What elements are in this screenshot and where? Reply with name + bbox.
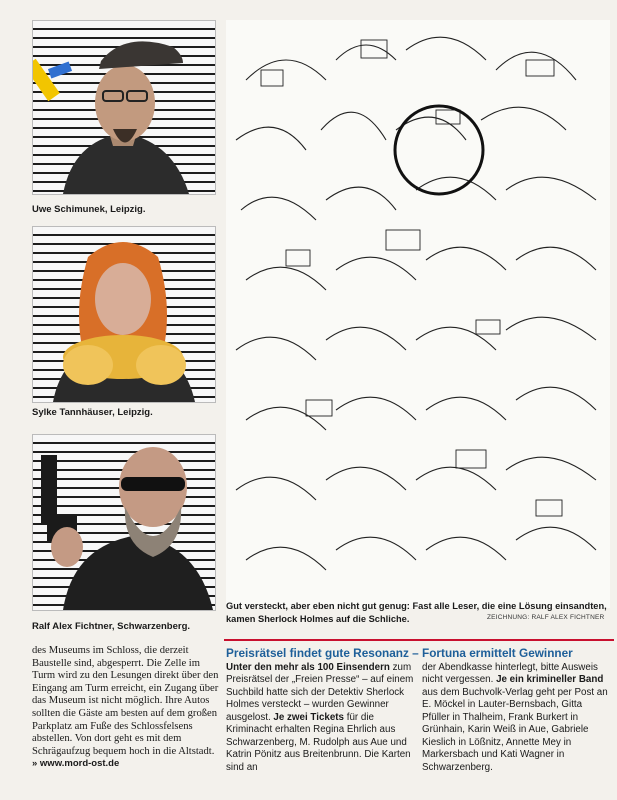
portrait-photo-ralf <box>32 434 216 611</box>
portrait-caption-uwe: Uwe Schimunek, Leipzig. <box>32 204 146 215</box>
portrait-photo-sylke <box>32 226 216 403</box>
corn-prop-icon <box>63 335 186 385</box>
article-headline: Preisrätsel findet gute Resonanz – Fortuna ermittelt Gewinner <box>226 646 573 660</box>
article-column-1-text: Unter den mehr als 100 Einsendern zum Preisrätsel der „Freien Presse“ – auf einem Suchbild hatte sich der Detektiv Sherlock Holmes versteckt – wurden Gewinner ausgelost. Je zwei Tickets für die Kriminacht erhalten Regina Ehrlich aus Schwarzenberg, M. Rudolph aus Aue und Katrin Pönitz aus Breitenbrunn. Die Karten sind an <box>226 662 414 773</box>
left-column-article-text <box>32 645 222 771</box>
drawing-caption: Gut versteckt, aber eben nicht gut genug: Fast alle Leser, die eine Lösung einsandten, kamen Sherlock Holmes auf die Schliche. <box>226 601 607 624</box>
article-column-1 <box>226 662 416 774</box>
portrait-caption-sylke: Sylke Tannhäuser, Leipzig. <box>32 407 153 418</box>
portrait-photo-uwe <box>32 20 216 195</box>
article-column-2-text: der Abendkasse hinterlegt, bitte Ausweis nicht vergessen. Je ein krimineller Band aus dem Buchvolk-Verlag geht per Post an E. Möckel in Lauter-Bernsbach, Gitta Pfüller in Thalheim, Frank Burkert in Grünhain, Karin Weiß in Aue, Gabriele Kieslich in Lößnitz, Annette Mey in Markersbach und Kati Wagner in Schwarzenberg. <box>422 662 608 773</box>
clothespin-icon <box>33 59 72 101</box>
article-column-2 <box>422 662 612 774</box>
portrait-caption-ralf: Ralf Alex Fichtner, Schwarzenberg. <box>32 621 191 632</box>
sherlock-search-drawing <box>226 20 610 608</box>
left-column-paragraph: des Museums im Schloss, die derzeit Baustelle sind, abgesperrt. Die Zelle im Turm wird zu den Lesungen direkt über den Eingang am Turm erreicht, ein Zugang über das Museum ist nicht möglich. Ihre Autos sollten die Gäste am besten auf dem großen Parkplatz am Fuße des Schlossfelsens abstellen. Von dort geht es mit dem Schrägaufzug bequem hoch in die Altstadt. » www.mord-ost.de <box>32 645 219 770</box>
website-link[interactable]: » www.mord-ost.de <box>32 758 120 770</box>
drawing-credit: ZEICHNUNG: RALF ALEX FICHTNER <box>487 614 605 621</box>
crowd-sketch <box>236 37 596 570</box>
article-divider-rule <box>224 639 614 641</box>
